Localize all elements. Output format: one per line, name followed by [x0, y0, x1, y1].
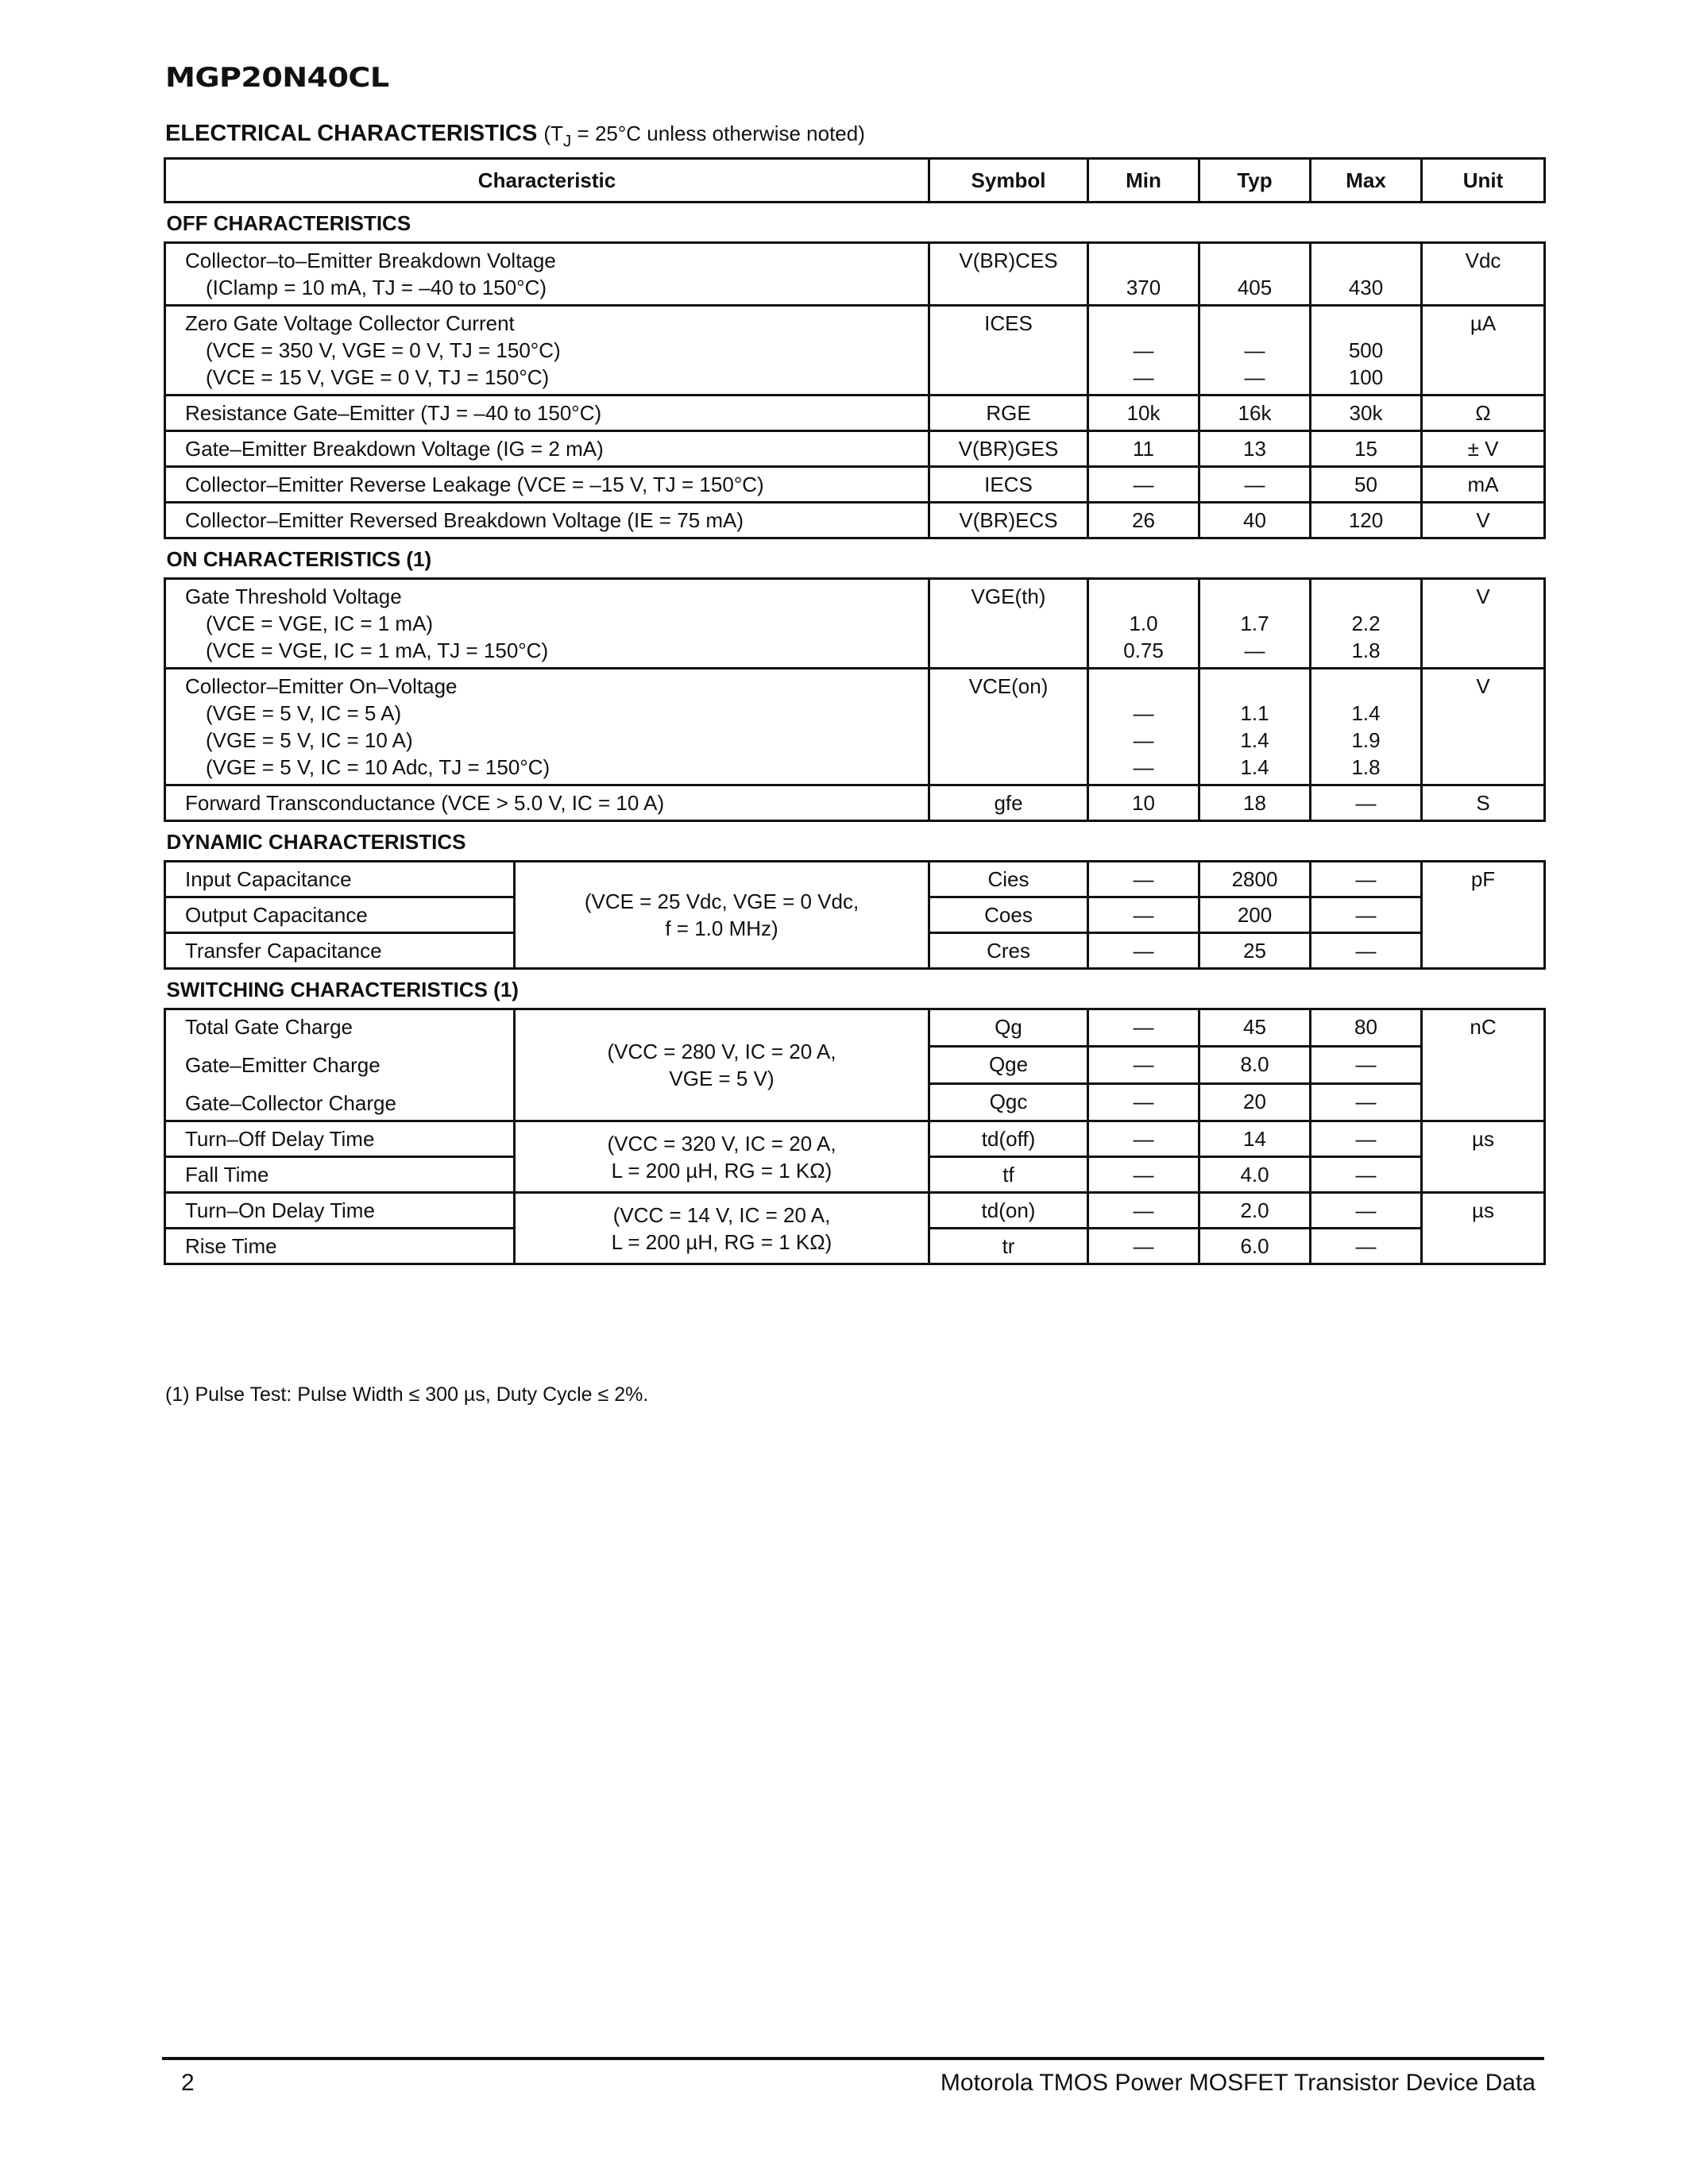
table-header-row	[165, 159, 1545, 203]
symbol-cell: V(BR)GES	[929, 431, 1088, 467]
unit-cell: mA	[1422, 467, 1545, 503]
symbol-cell: Coes	[929, 897, 1088, 933]
unit-cell: pF	[1422, 862, 1545, 969]
unit-cell: nC	[1422, 1009, 1545, 1121]
table-row	[165, 669, 1545, 785]
test-condition-cell: (VCE = 25 Vdc, VGE = 0 Vdc, f = 1.0 MHz)	[515, 862, 929, 969]
symbol-cell: td(on)	[929, 1193, 1088, 1229]
symbol-cell: V(BR)ECS	[929, 503, 1088, 538]
max-cell: —	[1311, 1047, 1422, 1084]
symbol-cell: gfe	[929, 785, 1088, 821]
symbol-cell: Qgc	[929, 1084, 1088, 1121]
min-cell: —	[1088, 862, 1199, 897]
typ-cell: — —	[1199, 306, 1311, 396]
max-cell: —	[1311, 862, 1422, 897]
typ-cell: 14	[1199, 1121, 1311, 1157]
header-characteristic: Characteristic	[165, 159, 929, 203]
min-cell: —	[1088, 897, 1199, 933]
min-cell: —	[1088, 1047, 1199, 1084]
unit-cell: V	[1422, 503, 1545, 538]
min-cell: 10k	[1088, 396, 1199, 431]
typ-cell: 2800	[1199, 862, 1311, 897]
char-cell: Turn–Off Delay Time	[165, 1121, 515, 1157]
typ-cell: 6.0	[1199, 1229, 1311, 1264]
unit-cell: Vdc	[1422, 243, 1545, 306]
min-cell: —	[1088, 1229, 1199, 1264]
max-cell: —	[1311, 1121, 1422, 1157]
char-cell: Zero Gate Voltage Collector Current (VCE = 350 V, VGE = 0 V, TJ = 150°C) (VCE = 15 V, VGE = 0 V, TJ = 150°C)	[165, 306, 929, 396]
symbol-cell: Qg	[929, 1009, 1088, 1047]
max-cell: —	[1311, 1084, 1422, 1121]
min-cell: 370	[1088, 243, 1199, 306]
typ-cell: 405	[1199, 243, 1311, 306]
max-cell: —	[1311, 1157, 1422, 1193]
max-cell: 430	[1311, 243, 1422, 306]
max-cell: 1.4 1.9 1.8	[1311, 669, 1422, 785]
char-cell: Collector–Emitter Reverse Leakage (VCE = –15 V, TJ = 150°C)	[165, 467, 929, 503]
table-row	[165, 396, 1545, 431]
char-cell: Input Capacitance	[165, 862, 515, 897]
section-title: ELECTRICAL CHARACTERISTICS	[165, 121, 538, 146]
max-cell: —	[1311, 1193, 1422, 1229]
typ-cell: —	[1199, 467, 1311, 503]
max-cell: 500 100	[1311, 306, 1422, 396]
table-row	[165, 579, 1545, 669]
symbol-cell: VCE(on)	[929, 669, 1088, 785]
char-cell: Fall Time	[165, 1157, 515, 1193]
table-row	[165, 243, 1545, 306]
char-cell: Transfer Capacitance	[165, 933, 515, 969]
min-cell: —	[1088, 1157, 1199, 1193]
min-cell: —	[1088, 1121, 1199, 1157]
electrical-characteristics-table	[164, 157, 1546, 1265]
header-unit: Unit	[1422, 159, 1545, 203]
unit-cell: ± V	[1422, 431, 1545, 467]
char-cell: Gate–Emitter Breakdown Voltage (IG = 2 mA)	[165, 431, 929, 467]
footnote: (1) Pulse Test: Pulse Width ≤ 300 µs, Duty Cycle ≤ 2%.	[165, 1383, 649, 1406]
section-heading	[165, 121, 865, 151]
header-max: Max	[1311, 159, 1422, 203]
footer-publication: Motorola TMOS Power MOSFET Transistor Device Data	[940, 2070, 1535, 2096]
min-cell: 1.0 0.75	[1088, 579, 1199, 669]
part-number-title: MGP20N40CL	[165, 62, 389, 94]
category-on: ON CHARACTERISTICS (1)	[165, 538, 1545, 579]
test-condition-cell: (VCC = 320 V, IC = 20 A, L = 200 µH, RG = 1 KΩ)	[515, 1121, 929, 1193]
table-row	[165, 1121, 1545, 1157]
typ-cell: 45	[1199, 1009, 1311, 1047]
unit-cell: µA	[1422, 306, 1545, 396]
min-cell: — — —	[1088, 669, 1199, 785]
typ-cell: 2.0	[1199, 1193, 1311, 1229]
symbol-cell: VGE(th)	[929, 579, 1088, 669]
header-symbol: Symbol	[929, 159, 1088, 203]
min-cell: —	[1088, 1193, 1199, 1229]
max-cell: 2.2 1.8	[1311, 579, 1422, 669]
unit-cell: Ω	[1422, 396, 1545, 431]
unit-cell: V	[1422, 579, 1545, 669]
typ-cell: 8.0	[1199, 1047, 1311, 1084]
typ-cell: 1.1 1.4 1.4	[1199, 669, 1311, 785]
typ-cell: 1.7 —	[1199, 579, 1311, 669]
symbol-cell: tf	[929, 1157, 1088, 1193]
max-cell: 120	[1311, 503, 1422, 538]
min-cell: —	[1088, 1084, 1199, 1121]
section-condition: ($T_J = 25^\circ C$ unless otherwise noted)	[543, 122, 865, 151]
page-number: 2	[181, 2070, 195, 2096]
char-cell: Collector–to–Emitter Breakdown Voltage (IClamp = 10 mA, TJ = –40 to 150°C)	[165, 243, 929, 306]
max-cell: —	[1311, 897, 1422, 933]
table-row	[165, 1193, 1545, 1229]
symbol-cell: ICES	[929, 306, 1088, 396]
symbol-cell: IECS	[929, 467, 1088, 503]
max-cell: 80	[1311, 1009, 1422, 1047]
char-cell: Output Capacitance	[165, 897, 515, 933]
unit-cell: S	[1422, 785, 1545, 821]
char-cell: Resistance Gate–Emitter (TJ = –40 to 150°C)	[165, 396, 929, 431]
symbol-cell: tr	[929, 1229, 1088, 1264]
max-cell: 15	[1311, 431, 1422, 467]
char-cell: Forward Transconductance (VCE > 5.0 V, IC = 10 A)	[165, 785, 929, 821]
char-cell: Rise Time	[165, 1229, 515, 1264]
min-cell: 10	[1088, 785, 1199, 821]
table-row	[165, 467, 1545, 503]
footer-divider	[162, 2057, 1544, 2060]
category-switching: SWITCHING CHARACTERISTICS (1)	[165, 969, 1545, 1009]
unit-cell: µs	[1422, 1121, 1545, 1193]
typ-cell: 16k	[1199, 396, 1311, 431]
char-cell: Turn–On Delay Time	[165, 1193, 515, 1229]
typ-cell: 18	[1199, 785, 1311, 821]
table-row	[165, 1009, 1545, 1047]
max-cell: —	[1311, 785, 1422, 821]
max-cell: 50	[1311, 467, 1422, 503]
typ-cell: 25	[1199, 933, 1311, 969]
category-off: OFF CHARACTERISTICS	[165, 203, 1545, 243]
header-typ: Typ	[1199, 159, 1311, 203]
max-cell: —	[1311, 1229, 1422, 1264]
max-cell: —	[1311, 933, 1422, 969]
table-row	[165, 862, 1545, 897]
min-cell: 26	[1088, 503, 1199, 538]
category-dynamic: DYNAMIC CHARACTERISTICS	[165, 821, 1545, 862]
typ-cell: 40	[1199, 503, 1311, 538]
char-cell: Total Gate Charge Gate–Emitter Charge Gate–Collector Charge	[165, 1009, 515, 1121]
min-cell: —	[1088, 467, 1199, 503]
header-min: Min	[1088, 159, 1199, 203]
test-condition-cell: (VCC = 14 V, IC = 20 A, L = 200 µH, RG = 1 KΩ)	[515, 1193, 929, 1264]
typ-cell: 13	[1199, 431, 1311, 467]
char-cell: Collector–Emitter On–Voltage (VGE = 5 V, IC = 5 A) (VGE = 5 V, IC = 10 A) (VGE = 5 V, IC = 10 Adc, TJ = 150°C)	[165, 669, 929, 785]
unit-cell: µs	[1422, 1193, 1545, 1264]
typ-cell: 20	[1199, 1084, 1311, 1121]
min-cell: 11	[1088, 431, 1199, 467]
typ-cell: 4.0	[1199, 1157, 1311, 1193]
min-cell: —	[1088, 933, 1199, 969]
char-cell: Gate Threshold Voltage (VCE = VGE, IC = 1 mA) (VCE = VGE, IC = 1 mA, TJ = 150°C)	[165, 579, 929, 669]
min-cell: —	[1088, 1009, 1199, 1047]
symbol-cell: Qge	[929, 1047, 1088, 1084]
symbol-cell: td(off)	[929, 1121, 1088, 1157]
symbol-cell: RGE	[929, 396, 1088, 431]
symbol-cell: Cies	[929, 862, 1088, 897]
test-condition-cell: (VCC = 280 V, IC = 20 A, VGE = 5 V)	[515, 1009, 929, 1121]
table-row	[165, 431, 1545, 467]
max-cell: 30k	[1311, 396, 1422, 431]
min-cell: — —	[1088, 306, 1199, 396]
typ-cell: 200	[1199, 897, 1311, 933]
symbol-cell: Cres	[929, 933, 1088, 969]
unit-cell: V	[1422, 669, 1545, 785]
table-row	[165, 503, 1545, 538]
table-row	[165, 785, 1545, 821]
char-cell: Collector–Emitter Reversed Breakdown Voltage (IE = 75 mA)	[165, 503, 929, 538]
symbol-cell: V(BR)CES	[929, 243, 1088, 306]
table-row	[165, 306, 1545, 396]
